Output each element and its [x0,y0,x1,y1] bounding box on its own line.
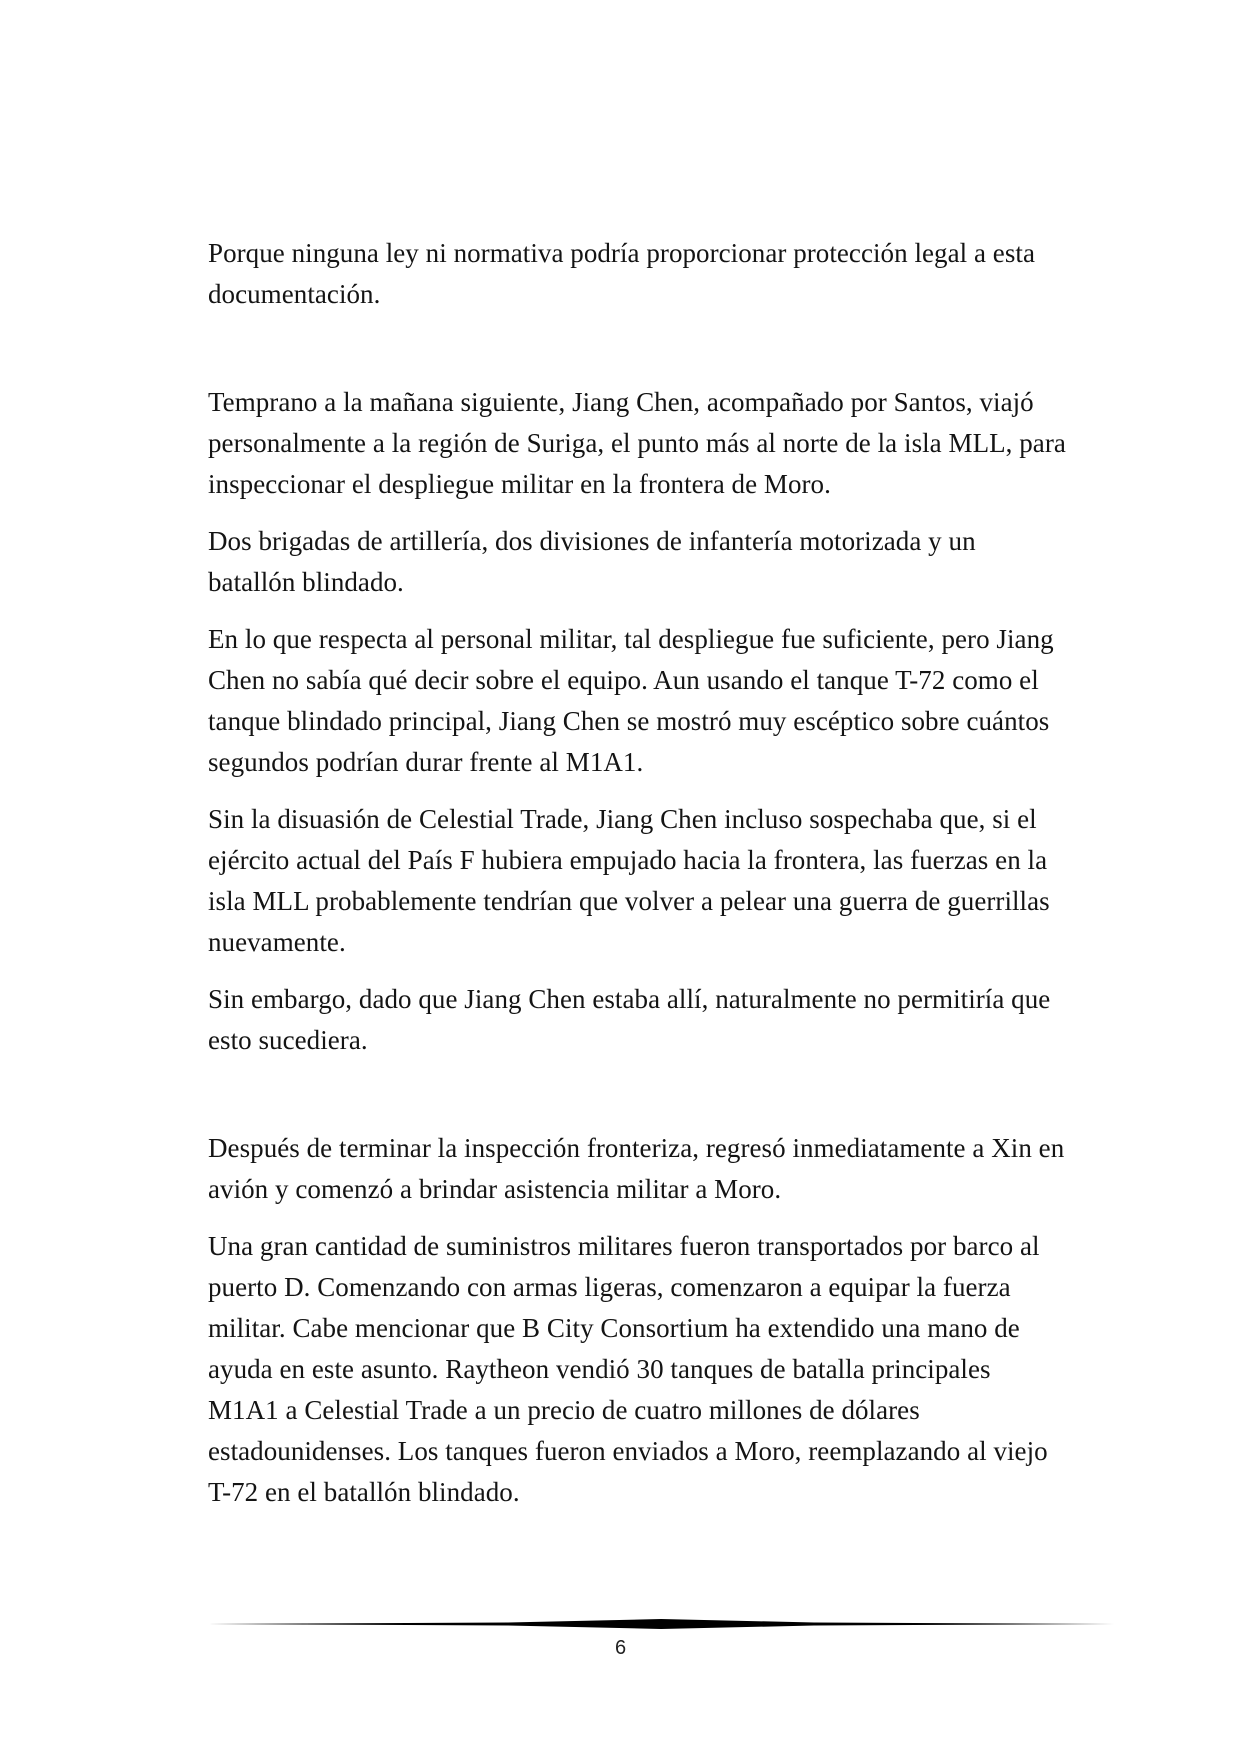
paragraph: Una gran cantidad de suministros militares fueron transportados por barco al puerto D. Comenzando con armas ligeras, comenzaron a equipar la fuerza militar. Cabe mencionar que B City Consortium ha extendido una mano de ayuda en este asunto. Raytheon vendió 30 tanques de batalla principales M1A1 a Celestial Trade a un precio de cuatro millones de dólares estadounidenses. Los tanques fueron enviados a Moro, reemplazando al viejo T-72 en el batallón blindado. [208,1231,1048,1507]
paragraph: En lo que respecta al personal militar, tal despliegue fue suficiente, pero Jiang Chen no sabía qué decir sobre el equipo. Aun usando el tanque T-72 como el tanque blindado principal, Jiang Chen se mostró muy escéptico sobre cuántos segundos podrían durar frente al M1A1. [208,624,1054,777]
paragraph: Después de terminar la inspección fronteriza, regresó inmediatamente a Xin en avión y comenzó a brindar asistencia militar a Moro. [208,1133,1065,1204]
paragraph: Sin la disuasión de Celestial Trade, Jiang Chen incluso sospechaba que, si el ejército actual del País F hubiera empujado hacia la frontera, las fuerzas en la isla MLL probablemente tendrían que volver a pelear una guerra de guerrillas nuevamente. [208,804,1050,957]
section-break [208,315,1068,382]
page-number: 6 [614,1637,627,1659]
paragraph: Porque ninguna ley ni normativa podría proporcionar protección legal a esta documentación. [208,238,1035,309]
section-break [208,1061,1068,1128]
document-body [208,233,1068,1513]
footer-divider [208,1617,1114,1631]
paragraph: Sin embargo, dado que Jiang Chen estaba allí, naturalmente no permitiría que esto sucediera. [208,984,1051,1055]
paragraph: Temprano a la mañana siguiente, Jiang Chen, acompañado por Santos, viajó personalmente a la región de Suriga, el punto más al norte de la isla MLL, para inspeccionar el despliegue militar en la frontera de Moro. [208,387,1066,499]
paragraph: Dos brigadas de artillería, dos divisiones de infantería motorizada y un batallón blindado. [208,526,976,597]
